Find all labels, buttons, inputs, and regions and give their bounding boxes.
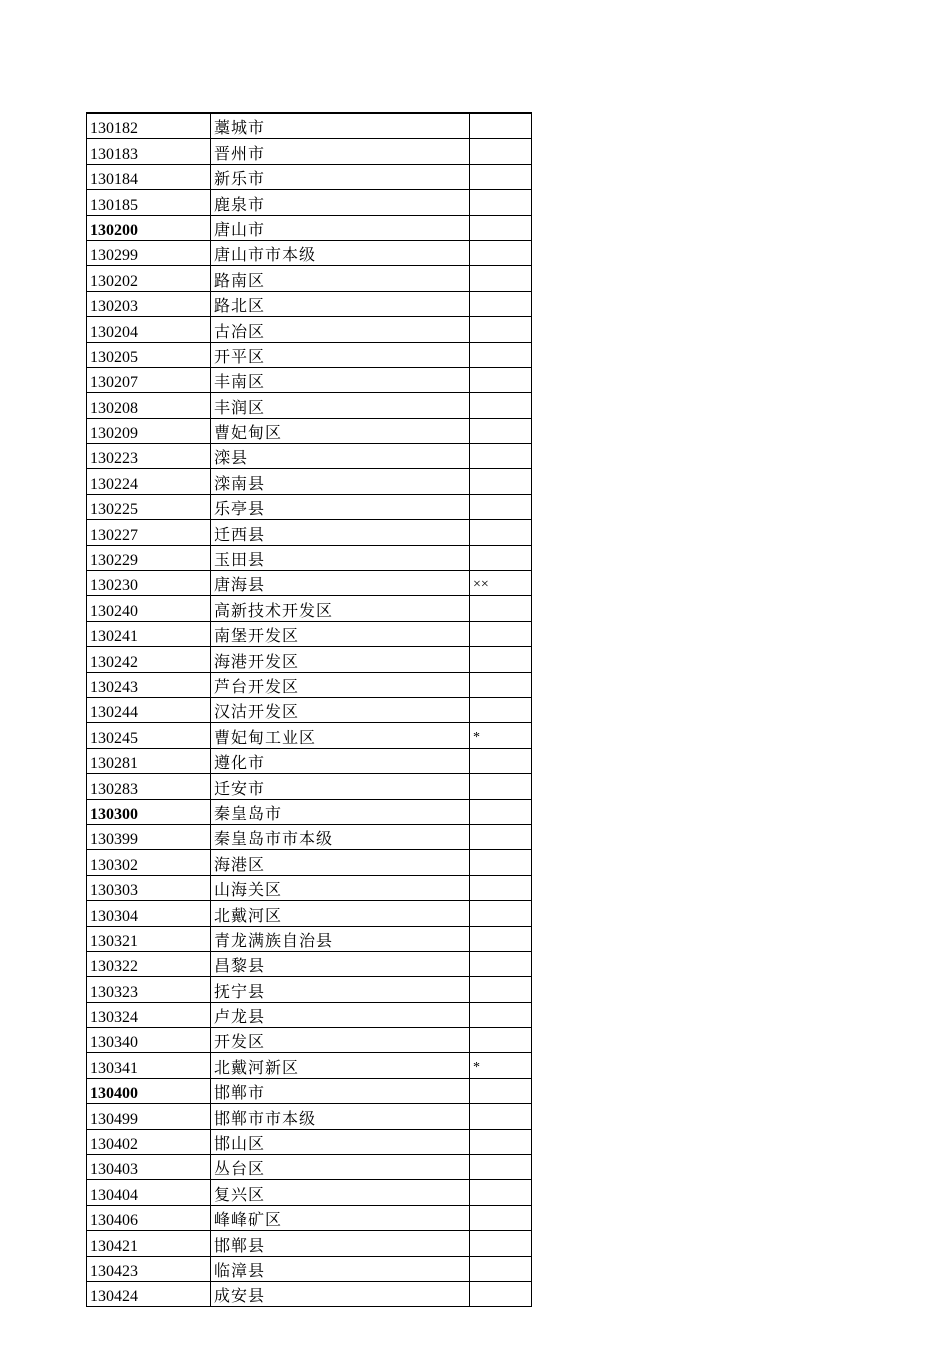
name-cell: 邯郸市市本级 xyxy=(211,1104,470,1129)
name-cell: 抚宁县 xyxy=(211,977,470,1002)
mark-cell xyxy=(470,215,532,240)
code-cell: 130283 xyxy=(87,774,211,799)
name-cell: 藁城市 xyxy=(211,113,470,139)
mark-cell xyxy=(470,469,532,494)
name-cell: 复兴区 xyxy=(211,1180,470,1205)
table-row xyxy=(87,494,532,519)
code-cell: 130182 xyxy=(87,113,211,139)
name-cell: 峰峰矿区 xyxy=(211,1205,470,1230)
mark-cell xyxy=(470,1155,532,1180)
table-row xyxy=(87,951,532,976)
code-cell: 130302 xyxy=(87,850,211,875)
name-cell: 唐山市市本级 xyxy=(211,240,470,265)
mark-cell xyxy=(470,647,532,672)
code-cell: 130205 xyxy=(87,342,211,367)
table-row xyxy=(87,1256,532,1281)
mark-cell xyxy=(470,901,532,926)
code-cell: 130227 xyxy=(87,520,211,545)
table-row xyxy=(87,799,532,824)
table-row xyxy=(87,1180,532,1205)
mark-cell xyxy=(470,875,532,900)
mark-cell xyxy=(470,1180,532,1205)
mark-cell: * xyxy=(470,723,532,748)
name-cell: 成安县 xyxy=(211,1281,470,1306)
code-cell: 130304 xyxy=(87,901,211,926)
mark-cell xyxy=(470,520,532,545)
table-row xyxy=(87,1104,532,1129)
code-cell: 130185 xyxy=(87,190,211,215)
mark-cell xyxy=(470,1205,532,1230)
name-cell: 海港开发区 xyxy=(211,647,470,672)
table-row xyxy=(87,774,532,799)
mark-cell xyxy=(470,139,532,164)
table-row xyxy=(87,113,532,139)
name-cell: 北戴河区 xyxy=(211,901,470,926)
table-row xyxy=(87,977,532,1002)
code-cell: 130204 xyxy=(87,317,211,342)
table-row xyxy=(87,1231,532,1256)
code-cell: 130223 xyxy=(87,444,211,469)
code-cell: 130341 xyxy=(87,1053,211,1078)
code-cell: 130208 xyxy=(87,393,211,418)
code-cell: 130207 xyxy=(87,367,211,392)
mark-cell xyxy=(470,444,532,469)
code-cell: 130203 xyxy=(87,291,211,316)
code-cell: 130241 xyxy=(87,621,211,646)
code-cell: 130400 xyxy=(87,1078,211,1103)
mark-cell: * xyxy=(470,1053,532,1078)
mark-cell xyxy=(470,494,532,519)
code-cell: 130424 xyxy=(87,1281,211,1306)
mark-cell xyxy=(470,824,532,849)
name-cell: 邯郸市 xyxy=(211,1078,470,1103)
table-row xyxy=(87,850,532,875)
name-cell: 卢龙县 xyxy=(211,1002,470,1027)
table-row xyxy=(87,723,532,748)
mark-cell xyxy=(470,367,532,392)
table-row xyxy=(87,1129,532,1154)
table-row xyxy=(87,1205,532,1230)
code-cell: 130281 xyxy=(87,748,211,773)
name-cell: 曹妃甸区 xyxy=(211,418,470,443)
mark-cell xyxy=(470,672,532,697)
code-cell: 130324 xyxy=(87,1002,211,1027)
name-cell: 开平区 xyxy=(211,342,470,367)
name-cell: 古冶区 xyxy=(211,317,470,342)
mark-cell xyxy=(470,748,532,773)
name-cell: 迁西县 xyxy=(211,520,470,545)
name-cell: 临漳县 xyxy=(211,1256,470,1281)
mark-cell xyxy=(470,1078,532,1103)
table-row xyxy=(87,317,532,342)
mark-cell xyxy=(470,1002,532,1027)
name-cell: 迁安市 xyxy=(211,774,470,799)
name-cell: 秦皇岛市市本级 xyxy=(211,824,470,849)
mark-cell xyxy=(470,418,532,443)
mark-cell xyxy=(470,977,532,1002)
name-cell: 路北区 xyxy=(211,291,470,316)
mark-cell xyxy=(470,240,532,265)
table-row xyxy=(87,672,532,697)
table-row xyxy=(87,748,532,773)
mark-cell xyxy=(470,1028,532,1053)
name-cell: 丰润区 xyxy=(211,393,470,418)
code-cell: 130404 xyxy=(87,1180,211,1205)
table-row xyxy=(87,190,532,215)
mark-cell xyxy=(470,596,532,621)
name-cell: 芦台开发区 xyxy=(211,672,470,697)
mark-cell xyxy=(470,926,532,951)
code-cell: 130183 xyxy=(87,139,211,164)
table-row xyxy=(87,291,532,316)
name-cell: 滦县 xyxy=(211,444,470,469)
table-row xyxy=(87,875,532,900)
table-body xyxy=(87,113,532,1307)
mark-cell xyxy=(470,317,532,342)
mark-cell xyxy=(470,1104,532,1129)
code-cell: 130245 xyxy=(87,723,211,748)
code-cell: 130225 xyxy=(87,494,211,519)
table-row xyxy=(87,367,532,392)
mark-cell xyxy=(470,799,532,824)
code-cell: 130402 xyxy=(87,1129,211,1154)
mark-cell xyxy=(470,951,532,976)
code-cell: 130240 xyxy=(87,596,211,621)
mark-cell xyxy=(470,393,532,418)
code-cell: 130322 xyxy=(87,951,211,976)
table-row xyxy=(87,697,532,722)
code-cell: 130300 xyxy=(87,799,211,824)
table-row xyxy=(87,545,532,570)
mark-cell xyxy=(470,1129,532,1154)
mark-cell: ×× xyxy=(470,571,532,596)
mark-cell xyxy=(470,697,532,722)
table-row xyxy=(87,1028,532,1053)
name-cell: 晋州市 xyxy=(211,139,470,164)
table-row xyxy=(87,596,532,621)
name-cell: 遵化市 xyxy=(211,748,470,773)
code-cell: 130229 xyxy=(87,545,211,570)
table-row xyxy=(87,1053,532,1078)
table-row xyxy=(87,1281,532,1306)
mark-cell xyxy=(470,266,532,291)
table-row xyxy=(87,342,532,367)
table-row xyxy=(87,240,532,265)
mark-cell xyxy=(470,850,532,875)
code-cell: 130303 xyxy=(87,875,211,900)
name-cell: 滦南县 xyxy=(211,469,470,494)
table-row xyxy=(87,139,532,164)
table-row xyxy=(87,393,532,418)
mark-cell xyxy=(470,164,532,189)
code-cell: 130243 xyxy=(87,672,211,697)
name-cell: 曹妃甸工业区 xyxy=(211,723,470,748)
region-code-table xyxy=(86,112,532,1307)
table-row xyxy=(87,621,532,646)
table-row xyxy=(87,901,532,926)
table-row xyxy=(87,266,532,291)
name-cell: 汉沽开发区 xyxy=(211,697,470,722)
name-cell: 丛台区 xyxy=(211,1155,470,1180)
table-row xyxy=(87,926,532,951)
code-cell: 130230 xyxy=(87,571,211,596)
name-cell: 唐山市 xyxy=(211,215,470,240)
table-row xyxy=(87,1002,532,1027)
code-cell: 130242 xyxy=(87,647,211,672)
name-cell: 青龙满族自治县 xyxy=(211,926,470,951)
table-row xyxy=(87,1078,532,1103)
table-row xyxy=(87,824,532,849)
table-row xyxy=(87,1155,532,1180)
name-cell: 新乐市 xyxy=(211,164,470,189)
name-cell: 高新技术开发区 xyxy=(211,596,470,621)
code-cell: 130421 xyxy=(87,1231,211,1256)
table-row xyxy=(87,215,532,240)
name-cell: 唐海县 xyxy=(211,571,470,596)
table-row xyxy=(87,520,532,545)
name-cell: 鹿泉市 xyxy=(211,190,470,215)
code-cell: 130423 xyxy=(87,1256,211,1281)
name-cell: 南堡开发区 xyxy=(211,621,470,646)
mark-cell xyxy=(470,190,532,215)
name-cell: 山海关区 xyxy=(211,875,470,900)
table-row xyxy=(87,647,532,672)
name-cell: 邯山区 xyxy=(211,1129,470,1154)
code-cell: 130184 xyxy=(87,164,211,189)
code-cell: 130200 xyxy=(87,215,211,240)
code-cell: 130323 xyxy=(87,977,211,1002)
name-cell: 路南区 xyxy=(211,266,470,291)
mark-cell xyxy=(470,621,532,646)
name-cell: 丰南区 xyxy=(211,367,470,392)
code-cell: 130399 xyxy=(87,824,211,849)
code-cell: 130403 xyxy=(87,1155,211,1180)
name-cell: 昌黎县 xyxy=(211,951,470,976)
mark-cell xyxy=(470,545,532,570)
name-cell: 北戴河新区 xyxy=(211,1053,470,1078)
table-row xyxy=(87,164,532,189)
code-cell: 130299 xyxy=(87,240,211,265)
code-cell: 130244 xyxy=(87,697,211,722)
name-cell: 乐亭县 xyxy=(211,494,470,519)
table-row xyxy=(87,418,532,443)
mark-cell xyxy=(470,1256,532,1281)
code-cell: 130321 xyxy=(87,926,211,951)
code-cell: 130340 xyxy=(87,1028,211,1053)
mark-cell xyxy=(470,291,532,316)
mark-cell xyxy=(470,774,532,799)
name-cell: 玉田县 xyxy=(211,545,470,570)
table-row xyxy=(87,469,532,494)
code-cell: 130209 xyxy=(87,418,211,443)
name-cell: 海港区 xyxy=(211,850,470,875)
mark-cell xyxy=(470,1281,532,1306)
table-row xyxy=(87,444,532,469)
mark-cell xyxy=(470,342,532,367)
code-cell: 130406 xyxy=(87,1205,211,1230)
mark-cell xyxy=(470,1231,532,1256)
name-cell: 秦皇岛市 xyxy=(211,799,470,824)
code-cell: 130202 xyxy=(87,266,211,291)
code-cell: 130499 xyxy=(87,1104,211,1129)
name-cell: 邯郸县 xyxy=(211,1231,470,1256)
name-cell: 开发区 xyxy=(211,1028,470,1053)
code-cell: 130224 xyxy=(87,469,211,494)
mark-cell xyxy=(470,113,532,139)
table-row xyxy=(87,571,532,596)
